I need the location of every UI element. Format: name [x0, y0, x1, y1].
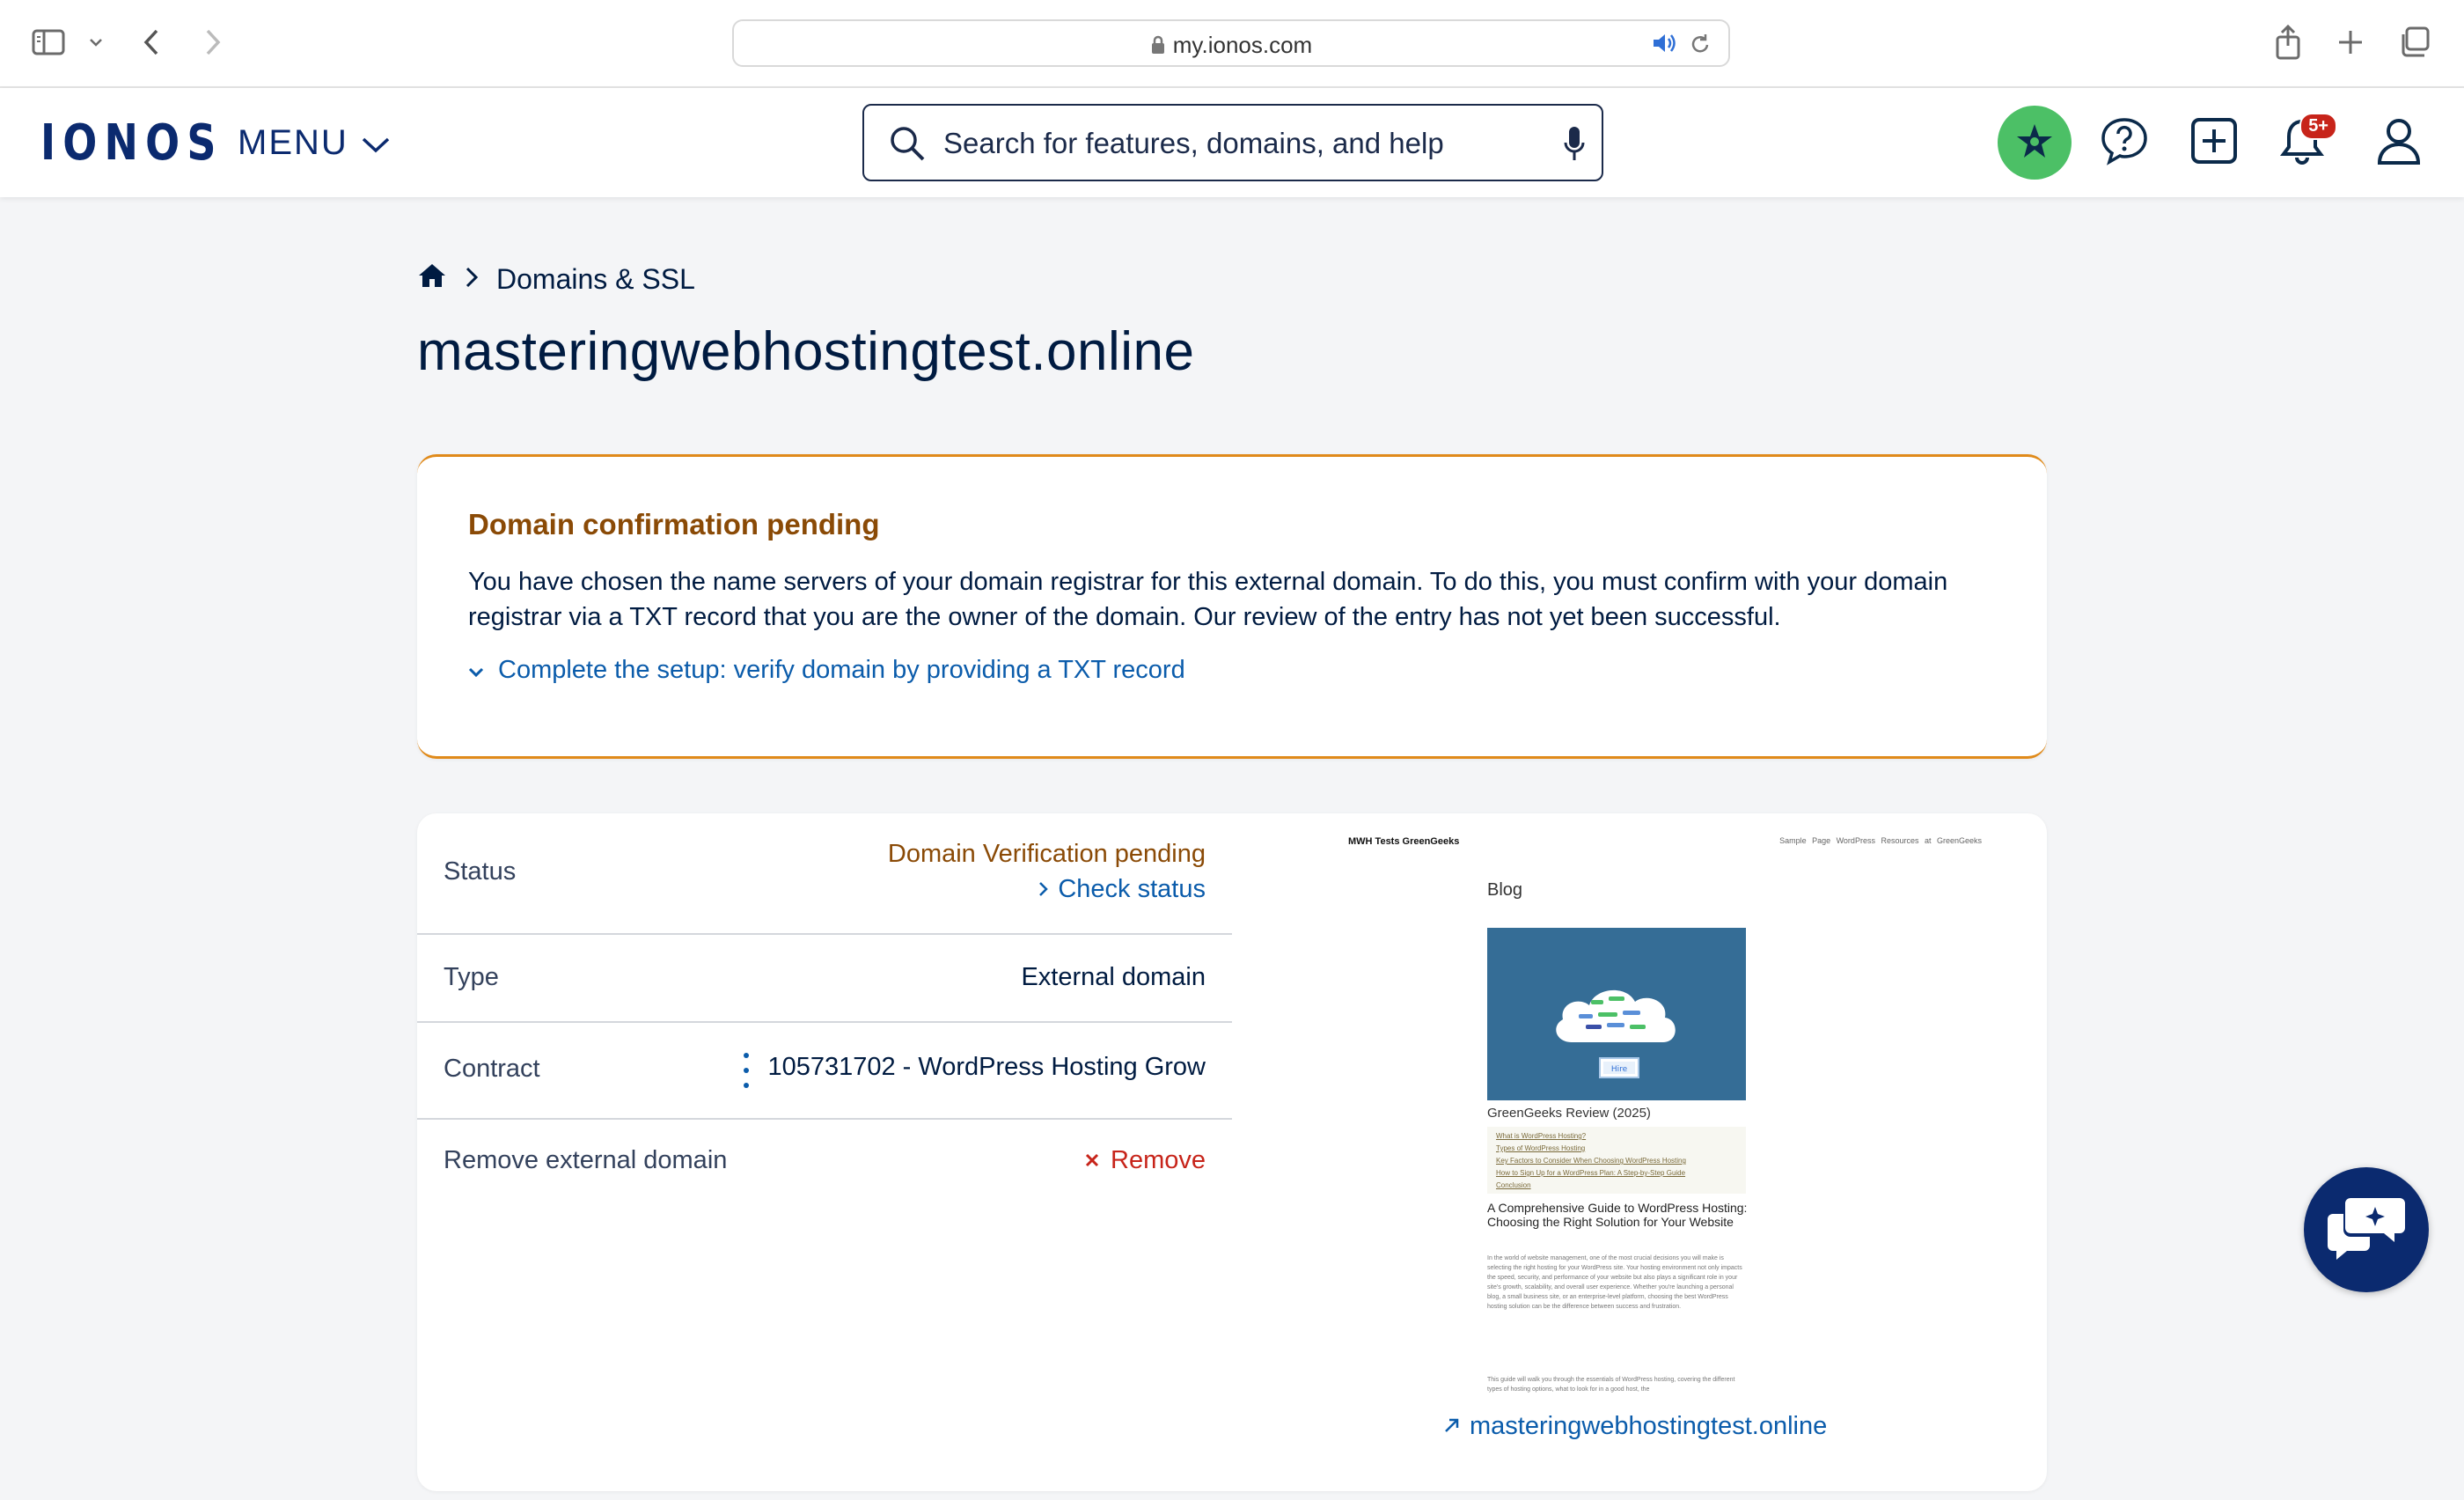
- tabs-overview-icon[interactable]: [2399, 23, 2431, 62]
- chevron-right-icon: [465, 263, 479, 296]
- home-icon[interactable]: [417, 262, 447, 296]
- back-icon[interactable]: [141, 23, 162, 62]
- menu-button[interactable]: [238, 120, 391, 165]
- chat-assistant-button[interactable]: [2304, 1167, 2429, 1292]
- alert-body: You have chosen the name servers of your domain registrar for this external domain. To do this, you must confirm with your domain registrar via a TXT record that you are the owner of the domain. Our review of the entry has not yet been successful.: [468, 568, 1948, 631]
- browser-toolbar: [0, 0, 2464, 88]
- contract-row: [417, 1023, 1232, 1120]
- breadcrumb-domains[interactable]: Domains & SSL: [496, 262, 695, 295]
- cloud-illustration: [1487, 928, 1746, 1100]
- microphone-icon[interactable]: [1563, 125, 1586, 166]
- sidebar-toggle-icon[interactable]: [32, 23, 67, 62]
- notifications-button[interactable]: [2265, 106, 2339, 180]
- confirmation-alert: [417, 454, 2047, 759]
- preview-blog-heading: Blog: [1487, 880, 1523, 900]
- status-label: Status: [444, 857, 517, 886]
- forward-icon[interactable]: [202, 23, 224, 62]
- preview-toc: [1487, 1127, 1746, 1194]
- notification-badge: 5+: [2299, 113, 2337, 140]
- preview-featured-image: [1487, 928, 1746, 1100]
- open-website-link[interactable]: [1443, 1412, 1827, 1441]
- chevron-down-icon: [361, 123, 391, 163]
- breadcrumb: [417, 262, 695, 296]
- preview-toc-item: Key Factors to Consider When Choosing WordPress Hosting: [1496, 1157, 1686, 1165]
- plus-square-icon: [2190, 117, 2238, 169]
- reload-icon[interactable]: [1690, 33, 1711, 60]
- search-box[interactable]: [862, 104, 1603, 181]
- account-button[interactable]: [2362, 106, 2436, 180]
- search-icon: [889, 125, 926, 166]
- chevron-right-icon: [1038, 875, 1049, 904]
- preview-toc-item: What is WordPress Hosting?: [1496, 1132, 1587, 1140]
- preview-nav: Sample Page WordPress Resources at GreenGeeks: [1779, 836, 1982, 845]
- favorites-button[interactable]: [1998, 106, 2072, 180]
- website-link-label: masteringwebhostingtest.online: [1470, 1412, 1828, 1440]
- new-tab-icon[interactable]: [2337, 23, 2364, 62]
- type-value: External domain: [1021, 963, 1206, 991]
- lock-icon: [1150, 33, 1166, 61]
- help-button[interactable]: [2087, 106, 2161, 180]
- remove-label-text: Remove: [1111, 1146, 1206, 1174]
- type-label: Type: [444, 963, 499, 991]
- address-bar[interactable]: [732, 19, 1730, 67]
- chat-bubbles-icon: [2324, 1193, 2409, 1268]
- menu-label: MENU: [238, 122, 348, 162]
- website-preview: [1348, 836, 1982, 1452]
- preview-toc-item: How to Sign Up for a WordPress Plan: A Step-by-Step Guide: [1496, 1169, 1686, 1177]
- preview-toc-item: Types of WordPress Hosting: [1496, 1144, 1586, 1152]
- help-bubble-icon: [2100, 116, 2149, 170]
- add-button[interactable]: [2177, 106, 2251, 180]
- setup-link-label: Complete the setup: verify domain by providing a TXT record: [498, 656, 1185, 684]
- chevron-down-icon[interactable]: [88, 23, 104, 62]
- share-icon[interactable]: [2274, 23, 2302, 62]
- contract-options-icon[interactable]: [737, 1053, 755, 1088]
- page-title: masteringwebhostingtest.online: [417, 321, 1195, 382]
- close-icon: [1084, 1146, 1100, 1175]
- contract-label: Contract: [444, 1055, 540, 1083]
- status-value: Domain Verification pending: [887, 840, 1206, 868]
- star-icon: [2015, 121, 2054, 165]
- preview-post-title: GreenGeeks Review (2025): [1487, 1106, 1651, 1121]
- preview-paragraph: This guide will walk you through the essentials of WordPress hosting, covering the different types of hosting options, what to look for in a good host, the: [1487, 1377, 1735, 1393]
- search-input[interactable]: [943, 121, 1515, 165]
- contract-value: 105731702 - WordPress Hosting Grow: [767, 1053, 1206, 1081]
- preview-paragraph: In the world of website management, one of the most crucial decisions you will make is selecting the right hosting for your WordPress site. Your hosting environment not only impacts the speed, security, and performance of your website but also plays a significant role in your site's growth, scalability, and overall user experience. Whether you're launching a personal blog, a small business site, or an enterprise-level platform, choosing the best WordPress hosting solution can be the difference between success and frustration.: [1487, 1255, 1742, 1310]
- preview-hire-button: Hire: [1610, 1065, 1628, 1074]
- chevron-down-icon: [468, 656, 484, 685]
- app-header: [0, 88, 2464, 197]
- remove-label: Remove external domain: [444, 1146, 728, 1174]
- speaker-icon[interactable]: [1651, 32, 1677, 59]
- ionos-logo[interactable]: IONOS: [40, 114, 224, 172]
- check-status-link[interactable]: [1038, 875, 1206, 904]
- preview-site-name: MWH Tests GreenGeeks: [1348, 836, 1460, 847]
- external-link-icon: [1443, 1412, 1461, 1441]
- alert-title: Domain confirmation pending: [468, 508, 880, 540]
- user-icon: [2377, 116, 2421, 170]
- setup-txt-record-link[interactable]: [468, 656, 1185, 685]
- remove-button[interactable]: [1084, 1146, 1206, 1175]
- type-row: [417, 935, 1232, 1023]
- preview-toc-item: Conclusion: [1496, 1181, 1531, 1189]
- url-text: my.ionos.com: [1172, 32, 1313, 58]
- status-row: [417, 813, 1232, 935]
- check-status-label: Check status: [1058, 875, 1206, 903]
- preview-article-heading: A Comprehensive Guide to WordPress Hosting: Choosing the Right Solution for Your Website: [1487, 1201, 1748, 1229]
- remove-row: [417, 1120, 1232, 1208]
- domain-details-card: [417, 813, 2047, 1491]
